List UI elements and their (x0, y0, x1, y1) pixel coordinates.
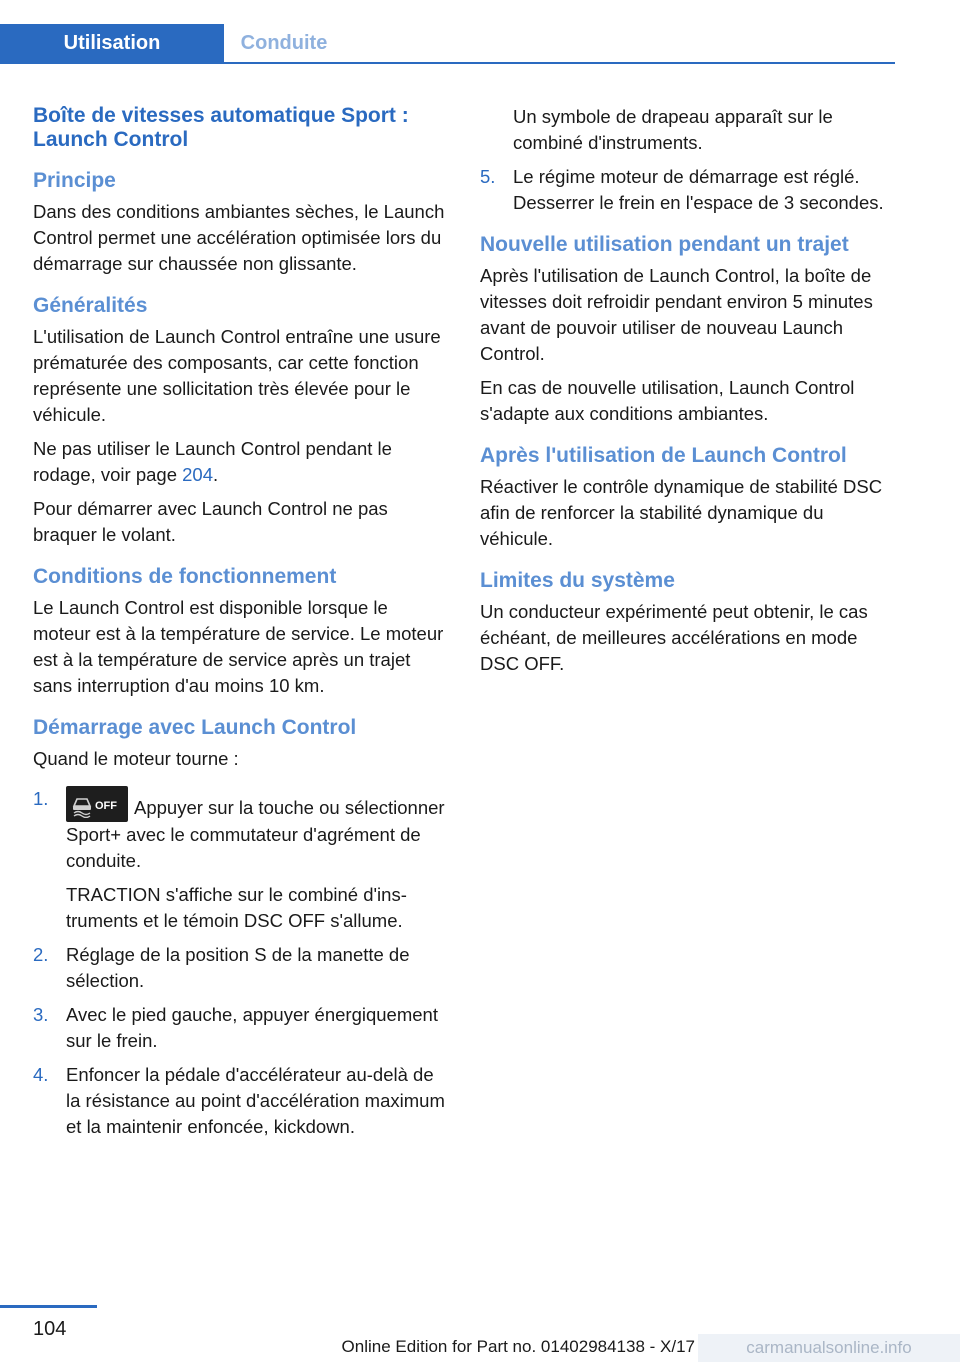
step-subtext: TRACTION s'affiche sur le combiné d'instruments et le témoin DSC OFF s'allume. (66, 884, 407, 931)
conditions-text: Le Launch Control est disponible lorsque le moteur est à la température de service. Le moteur est à la température de service après un trajet sans interruption d'au moins 10 km. (33, 597, 444, 696)
generalites-paragraph-3: Pour démarrer avec Launch Control ne pas braquer le volant. (33, 498, 388, 545)
nouvelle-heading: Nouvelle utilisation pendant un trajet (480, 233, 849, 256)
nouvelle-paragraph-1: Après l'utilisation de Launch Control, la boîte de vitesses doit refroidir pendant environ 5 minutes avant de pouvoir utiliser de nouveau Launch Control. (480, 265, 873, 364)
limites-heading: Limites du système (480, 569, 675, 592)
step-number: 3. (33, 1004, 49, 1025)
list-item (33, 1002, 447, 1054)
generalites-paragraph-2 (33, 436, 447, 488)
right-column (480, 104, 898, 685)
tab-utilisation[interactable]: Utilisation (0, 24, 224, 62)
generalites-paragraph-1: L'utilisation de Launch Control entraîne une usure prématurée des composants, car cette fonction représente une sollicitation très élevée pour le véhicule. (33, 326, 441, 425)
step-number: 4. (33, 1064, 49, 1085)
demarrage-heading: Démarrage avec Launch Control (33, 716, 357, 739)
page-number: 104 (33, 1318, 67, 1340)
list-item (33, 1062, 447, 1140)
step-number: 2. (33, 944, 49, 965)
apres-heading: Après l'utilisation de Launch Control (480, 444, 847, 467)
step-text: Enfoncer la pédale d'accélérateur au-delà de la résistance au point d'accélération maximum et la maintenir enfoncée, kickdown. (66, 1064, 445, 1137)
conditions-heading: Conditions de fonctionnement (33, 565, 337, 588)
step4-continuation: Un symbole de drapeau apparaît sur le combiné d'instruments. (513, 106, 833, 153)
step-text: Le régime moteur de démarrage est réglé. Desserrer le frein en l'espace de 3 secondes. (513, 166, 884, 213)
principe-heading: Principe (33, 169, 116, 192)
top-bar (0, 0, 895, 64)
step-text: Réglage de la position S de la manette de sélection. (66, 944, 410, 991)
watermark: carmanualsonline.info (698, 1334, 960, 1362)
apres-text: Réactiver le contrôle dynamique de stabilité DSC afin de renforcer la stabilité dynamique du véhicule. (480, 476, 883, 549)
step-text: Avec le pied gauche, appuyer énergiquement sur le frein. (66, 1004, 438, 1051)
limites-text: Un conducteur expérimenté peut obtenir, le cas échéant, de meilleures accélérations en mode DSC OFF. (480, 601, 868, 674)
list-item (33, 942, 447, 994)
footer-divider (0, 1305, 97, 1308)
rodage-end: . (213, 464, 219, 485)
left-column (33, 104, 447, 1148)
list-item (33, 786, 447, 934)
step-number: 1. (33, 788, 49, 809)
tab-conduite[interactable]: Conduite (240, 32, 328, 54)
generalites-heading: Généralités (33, 294, 148, 317)
nouvelle-paragraph-2: En cas de nouvelle utilisation, Launch Control s'adapte aux conditions ambiantes. (480, 377, 855, 424)
steps-list (33, 786, 447, 1140)
edition-note: Online Edition for Part no. 01402984138 - X/17 (341, 1337, 695, 1356)
section-title: Boîte de vitesses automatique Sport : Launch Control (33, 104, 409, 151)
step-number: 5. (480, 166, 496, 187)
list-item (480, 164, 898, 216)
dsc-off-button-icon (66, 786, 128, 822)
principe-text: Dans des conditions ambiantes sèches, le Launch Control permet une accélération optimisée lors du démarrage sur chaussée non glissante. (33, 201, 445, 274)
step-text: Appuyer sur la touche ou sélectionner Sport+ avec le commutateur d'agrément de conduite. (66, 797, 445, 871)
dsc-off-label: OFF (95, 800, 117, 812)
page-link[interactable]: 204 (182, 464, 214, 485)
steps-list-continued (480, 164, 898, 216)
demarrage-intro: Quand le moteur tourne : (33, 748, 239, 769)
rodage-text: Ne pas utiliser le Launch Control pendant le rodage, voir page (33, 438, 392, 485)
